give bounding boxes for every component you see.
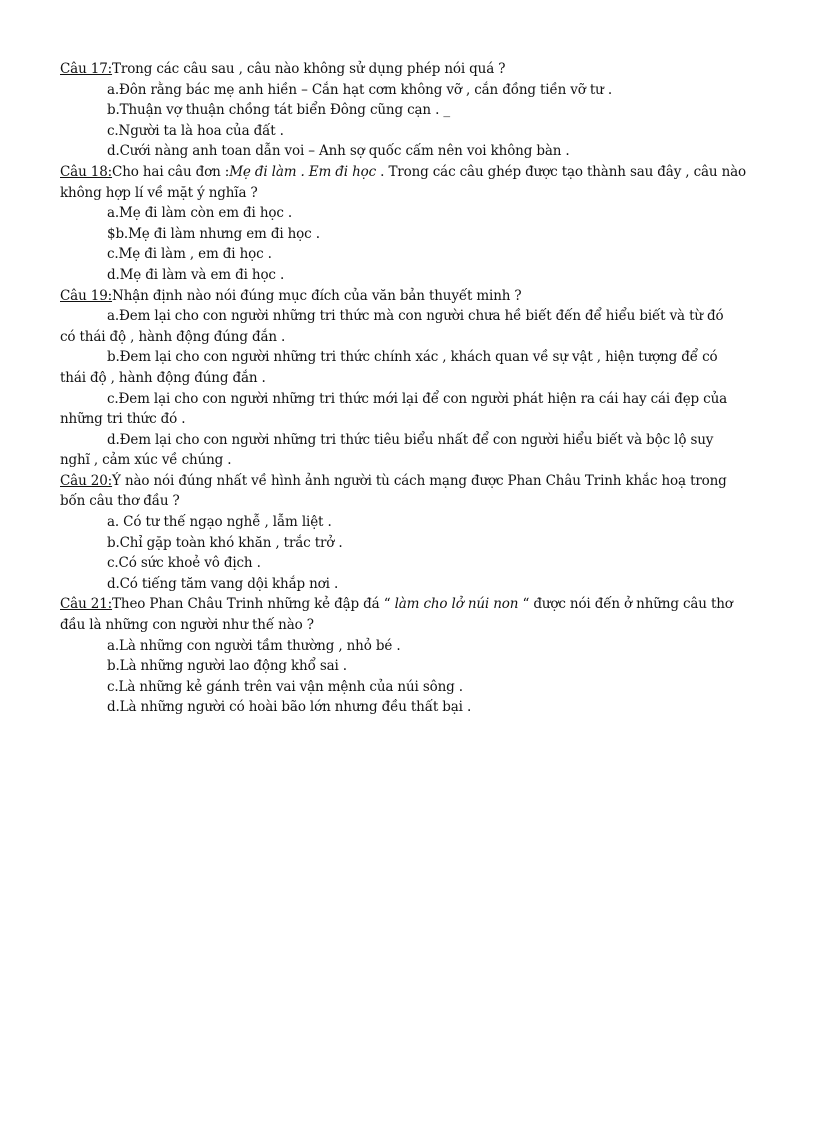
question-19-option-c-cont: những tri thức đó . xyxy=(60,411,186,428)
question-19-option-d-cont: nghĩ , cảm xúc về chúng . xyxy=(60,452,232,469)
question-20-option-b: b.Chỉ gặp toàn khó khăn , trắc trở . xyxy=(107,534,343,551)
question-17-option-d: d.Cưới nàng anh toan dẫn voi – Anh sợ quốc cấm nên voi không bàn . xyxy=(107,143,570,160)
question-18-stem xyxy=(60,162,780,183)
question-19-option-d: d.Đem lại cho con người những tri thức tiêu biểu nhất để con người hiểu biết và bộc lộ suy xyxy=(107,431,714,448)
question-18-option-d: d.Mẹ đi làm và em đi học . xyxy=(107,266,285,283)
question-label: Câu 19: xyxy=(60,287,113,304)
question-italic-text: làm cho lở núi non xyxy=(394,596,519,613)
question-19-stem xyxy=(60,286,780,307)
question-20-stem-line-2: bốn câu thơ đầu ? xyxy=(60,493,180,510)
question-19-option-b-cont: thái độ , hành động đúng đắn . xyxy=(60,369,266,386)
question-label: Câu 20: xyxy=(60,472,113,489)
question-20-option-a: a. Có tư thế ngạo nghễ , lẫm liệt . xyxy=(107,514,332,531)
question-italic-text: Mẹ đi làm . Em đi học xyxy=(229,163,377,180)
question-17-option-b: b.Thuận vợ thuận chồng tát biển Đông cũng cạn . _ xyxy=(107,102,450,119)
question-21-option-a: a.Là những con người tầm thường , nhỏ bé . xyxy=(107,637,401,654)
question-20-option-d: d.Có tiếng tăm vang dội khắp nơi . xyxy=(107,575,339,592)
question-text: Theo Phan Châu Trinh những kẻ đập đá “ xyxy=(112,596,395,613)
question-text: Nhận định nào nói đúng mục đích của văn bản thuyết minh ? xyxy=(112,287,522,304)
question-text: Trong các câu sau , câu nào không sử dụng phép nói quá ? xyxy=(112,61,506,77)
question-label: Câu 17: xyxy=(60,61,113,77)
question-19-option-a: a.Đem lại cho con người những tri thức mà con người chưa hề biết đến để hiểu biết và từ đó xyxy=(107,308,724,325)
question-text: Ý nào nói đúng nhất về hình ảnh người tù cách mạng được Phan Châu Trinh khắc hoạ trong xyxy=(112,472,727,489)
question-18-stem-line-2: không hợp lí về mặt ý nghĩa ? xyxy=(60,184,258,201)
question-18-option-c: c.Mẹ đi làm , em đi học . xyxy=(107,246,272,263)
question-17-option-c: c.Người ta là hoa của đất . xyxy=(107,122,284,139)
question-19-option-b: b.Đem lại cho con người những tri thức chính xác , khách quan về sự vật , hiện tượng để có xyxy=(107,349,718,366)
question-21-stem-line-2: đầu là những con người như thế nào ? xyxy=(60,617,314,634)
question-17-stem xyxy=(60,59,780,80)
question-label: Câu 18: xyxy=(60,163,113,180)
question-21-option-b: b.Là những người lao động khổ sai . xyxy=(107,658,347,675)
question-19-option-a-cont: có thái độ , hành động đúng đắn . xyxy=(60,328,286,345)
question-21-option-d: d.Là những người có hoài bão lớn nhưng đều thất bại . xyxy=(107,699,472,716)
question-19-option-c: c.Đem lại cho con người những tri thức mới lại để con người phát hiện ra cái hay cái đẹp của xyxy=(107,390,728,407)
question-21-stem xyxy=(60,594,780,615)
question-label: Câu 21: xyxy=(60,596,113,613)
question-20-option-c: c.Có sức khoẻ vô địch . xyxy=(107,555,261,572)
question-18-option-b: $b.Mẹ đi làm nhưng em đi học . xyxy=(107,225,320,242)
question-20-stem xyxy=(60,471,780,492)
document-body xyxy=(60,59,780,718)
question-21-option-c: c.Là những kẻ gánh trên vai vận mệnh của núi sông . xyxy=(107,678,463,695)
question-text: Cho hai câu đơn : xyxy=(112,163,230,180)
question-text: . Trong các câu ghép được tạo thành sau đây , câu nào xyxy=(376,163,747,180)
question-17-option-a: a.Đôn rằng bác mẹ anh hiền – Cắn hạt cơm không vỡ , cắn đồng tiền vỡ tư . xyxy=(107,81,612,98)
question-18-option-a: a.Mẹ đi làm còn em đi học . xyxy=(107,205,293,222)
question-text: “ được nói đến ở những câu thơ xyxy=(518,596,733,613)
